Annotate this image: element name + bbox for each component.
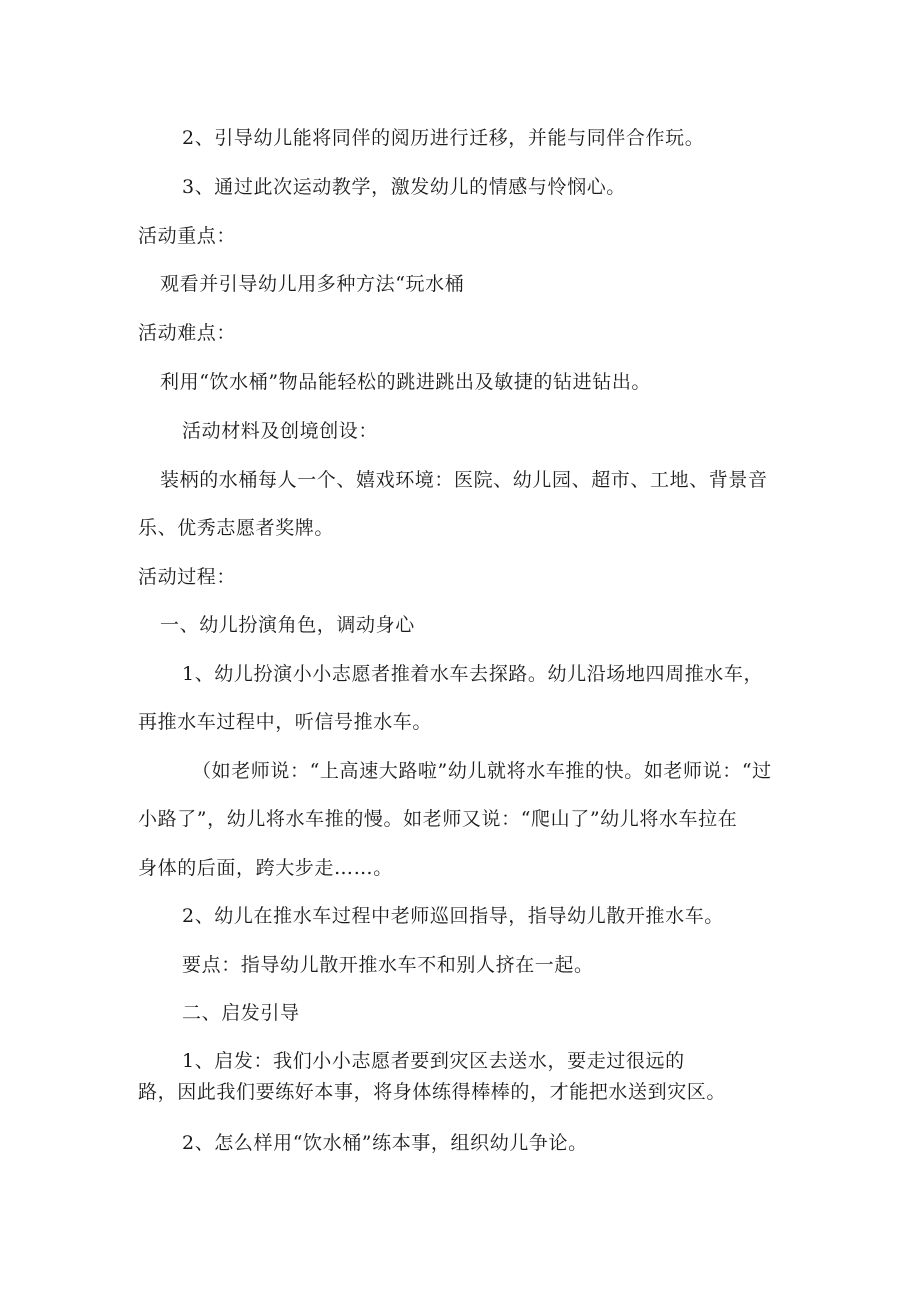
materials-text-line-2: 乐、优秀志愿者奖牌。 (138, 517, 335, 539)
process-heading: 活动过程： (138, 566, 237, 588)
section-2-heading: 二、启发引导 (182, 1002, 300, 1024)
materials-heading: 活动材料及创境创设： (182, 420, 379, 442)
objective-3: 3、通过此次运动教学，激发幼儿的情感与怜悯心。 (182, 176, 626, 198)
objective-2: 2、引导幼儿能将同伴的阅历进行迁移，并能与同伴合作玩。 (182, 127, 705, 149)
difficulty-text: 利用“饮水桶”物品能轻松的跳进跳出及敏捷的钻进钻出。 (160, 371, 652, 393)
key-points-heading: 活动重点： (138, 225, 237, 247)
teacher-example-line-3: 身体的后面，跨大步走……。 (138, 857, 393, 879)
inspire-line-1: 1、启发：我们小小志愿者要到灾区去送水，要走过很远的 (182, 1050, 685, 1072)
section-1-heading: 一、幼儿扮演角色，调动身心 (160, 614, 415, 636)
discussion-step: 2、怎么样用“饮水桶”练本事，组织幼儿争论。 (182, 1132, 588, 1154)
materials-text-line-1: 装柄的水桶每人一个、嬉戏环境：医院、幼儿园、超市、工地、背景音 (160, 469, 768, 491)
step-1-line-2: 再推水车过程中，听信号推水车。 (138, 711, 433, 733)
step-1-line-1: 1、幼儿扮演小小志愿者推着水车去探路。幼儿沿场地四周推水车， (182, 663, 764, 685)
key-note: 要点：指导幼儿散开推水车不和别人挤在一起。 (182, 954, 594, 976)
teacher-example-line-2: 小路了”，幼儿将水车推的慢。如老师又说：“爬山了”幼儿将水车拉在 (138, 808, 738, 830)
step-2: 2、幼儿在推水车过程中老师巡回指导，指导幼儿散开推水车。 (182, 905, 724, 927)
key-points-text: 观看并引导幼儿用多种方法“玩水桶 (160, 273, 465, 295)
difficulty-heading: 活动难点： (138, 322, 237, 344)
inspire-line-2: 路，因此我们要练好本事，将身体练得棒棒的，才能把水送到灾区。 (138, 1081, 727, 1103)
teacher-example-line-1: （如老师说：“上高速大路啦”幼儿就将水车推的快。如老师说：“过 (192, 760, 772, 782)
